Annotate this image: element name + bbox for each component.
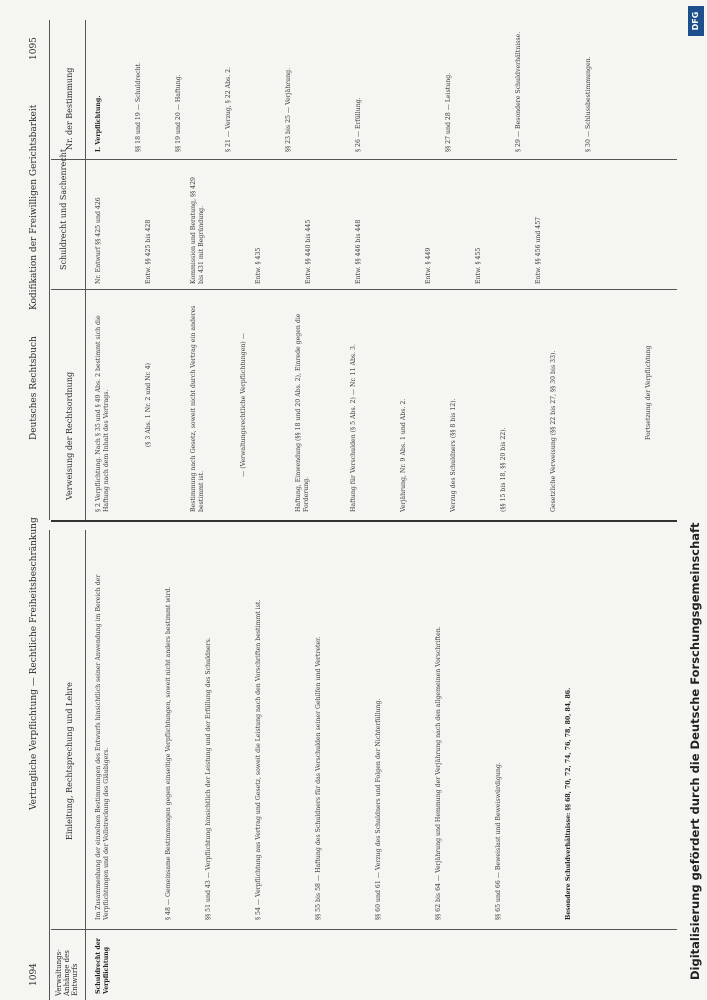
col3-paragraph: Verjährung, Nr. 9 Abs. 1 und Abs. 2. [400,398,407,512]
column-head-rule-right [85,20,86,520]
footer-note: Fortsetzung der Verpflichtung [645,345,652,440]
left-page-number: 1094 [29,963,39,986]
col5-entry: § 26 — Erfüllung. [355,97,362,152]
col3-paragraph: (§§ 15 bis 18, §§ 20 bis 22). [500,427,507,512]
rotated-table-page [25,0,685,1000]
col4-entry: Kommission und Beratung, §§ 429 bis 431 mit Begründung. [190,177,205,284]
col3-paragraph: Verzug des Schuldners (§§ 8 bis 12). [450,398,457,512]
col2-paragraph: §§ 62 bis 64 — Verjährung und Hemmung der Verjährung nach den allgemeinen Vorschriften. [435,626,442,920]
col5-entry: §§ 23 bis 25 — Verjährung. [285,67,292,152]
col2-paragraph: § 48 — Gemeinsame Bestimmungen gegen einseitige Verpflichtungen, soweit nicht anders bestimmt wird. [165,586,172,920]
col3-paragraph: Gesetzliche Verweisung (§§ 22 bis 27, §§ 30 bis 33). [550,350,557,512]
col3-paragraph: Bestimmung nach Gesetz, soweit nicht durch Vertrag ein anderes bestimmt ist. [190,305,205,512]
col2-paragraph: Besondere Schuldverhältnisse: §§ 68, 70, 72, 74, 76, 78, 80, 84, 86. [565,687,572,920]
col2-paragraph: §§ 55 bis 58 — Haftung des Schuldners für das Verschulden seiner Gehilfen und Vertreter. [315,636,322,920]
running-head-center: Deutsches Rechtsbuch [29,336,39,440]
column-title-1: Verwaltungs-Anhänge des Entwurfs [55,949,79,996]
column-title-5: Nr. der Bestimmung [65,67,74,150]
column-divider [51,929,677,930]
col4-entry: Entw. §§ 446 bis 448 [355,219,362,284]
column-divider [51,159,677,160]
running-head-right: Kodifikation der Freiwilligen Gerichtsbarkeit [29,104,39,310]
column-title-2: Einleitung, Rechtsprechung und Lehre [65,682,74,840]
col5-entry: §§ 19 und 20 — Haftung. [175,74,182,152]
page-gutter [51,520,677,522]
col2-paragraph: §§ 51 und 43 — Verpflichtung hinsichtlich der Leistung und der Erfüllung des Schuldners. [205,637,212,920]
column-divider [51,289,677,290]
col5-entry: §§ 18 und 19 — Schuldrecht. [135,61,142,152]
dfg-logo: DFG [688,6,704,36]
col3-paragraph: (§ 3 Abs. 1 Nr. 2 und Nr. 4) [145,362,152,448]
header-rule-right [49,20,50,520]
col3-paragraph: § 2 Verpflichtung. Nach § 35 und § 49 Abs. 2 bestimmt sich die Haftung nach dem Inhalt des Vertrags. [95,315,110,512]
digitization-sidebar [686,20,704,980]
header-rule-left [49,530,50,1000]
col5-entry: § 21 — Verzug, § 22 Abs. 2. [225,66,232,152]
col2-paragraph: §§ 65 und 66 — Beweislast und Beweiswürdigung. [495,762,502,920]
right-page-number: 1095 [29,37,39,60]
col4-entry: Entw. §§ 456 und 457 [535,216,542,284]
col5-entry: § 29 — Besondere Schuldverhältnisse. [515,31,522,152]
col1-entry: Schuldrecht der Verpflichtung [95,938,110,994]
col5-entry: I. Verpflichtung. [95,95,102,152]
column-title-3: Verweisung der Rechtsordnung [65,371,74,500]
col4-entry: Entw. § 435 [255,247,262,284]
col5-entry: §§ 27 und 28 — Leistung. [445,72,452,152]
col3-paragraph: — (Verwaltungsrechtliche Verpflichtungen) — [240,333,247,477]
col4-entry: Entw. §§ 440 bis 445 [305,219,312,284]
column-title-4: Schuldrecht und Sachenrecht [59,148,68,270]
digitization-credit: Digitalisierung gefördert durch die Deutsche Forschungsgemeinschaft [688,522,702,980]
col5-entry: § 30 — Schlussbestimmungen. [585,56,592,152]
col2-paragraph: § 54 — Verpflichtung aus Vertrag und Gesetz, soweit die Leistung nach den Vorschriften bestimmt ist. [255,599,262,920]
col3-paragraph: Haftung, Einwendung (§§ 18 und 20 Abs. 2), Einrede gegen die Forderung. [295,313,310,512]
col4-entry: Entw. §§ 425 bis 428 [145,219,152,284]
col4-entry: Entw. § 455 [475,247,482,284]
col3-paragraph: Haftung für Verschulden (§ 5 Abs. 2) — Nr. 11 Abs. 3. [350,344,357,512]
col4-entry: Nr. Entwurf §§ 425 und 426 [95,197,102,284]
col2-paragraph: §§ 60 und 61 — Verzug des Schuldners und Folgen der Nichterfüllung. [375,698,382,920]
running-head-left: Vertragliche Verpflichtung — Rechtliche Freiheitsbeschränkung [29,517,39,810]
page-header [25,0,47,1000]
col2-paragraph: Im Zusammenhang der einzelnen Bestimmungen des Entwurfs hinsichtlich seiner Anwendung im Bereich der Verpflichtungen und der Vollstreckung des Gläubigers. [95,574,110,920]
col4-entry: Entw. § 449 [425,247,432,284]
